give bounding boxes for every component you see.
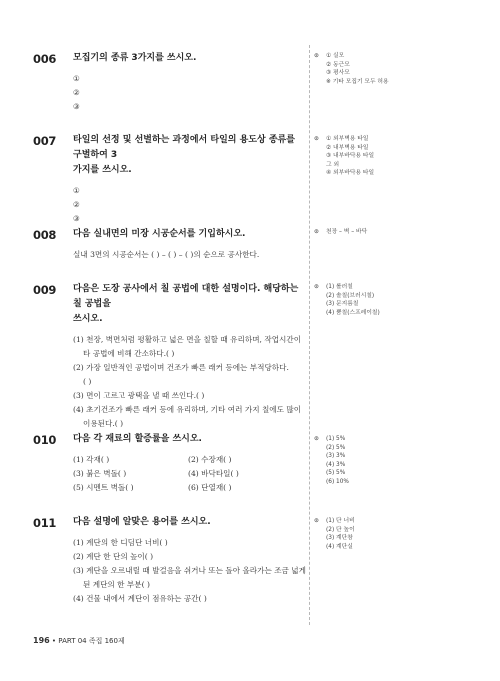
answer-key-block	[314, 135, 484, 178]
answer-key-row	[314, 169, 484, 178]
answer-line: 실내 3면의 시공순서는 ( ) – ( ) – ( )의 순으로 공사한다.	[73, 250, 260, 259]
answer-marker-icon	[314, 292, 326, 301]
answer-marker-icon	[314, 169, 326, 178]
question-title-line: 다음 설명에 알맞은 용어를 쓰시오.	[73, 517, 211, 527]
answer-key-text: ② 내부벽용 타일	[326, 144, 369, 151]
question-block	[33, 228, 303, 262]
answer-key-row	[314, 69, 484, 78]
question-title-line: 다음은 도장 공사에서 칠 공법에 대한 설명이다. 해당하는 칠 공법을	[73, 284, 299, 309]
question-number: 011	[33, 516, 57, 530]
question-body	[73, 453, 303, 495]
answer-key-text: ※ 기타 모집기 모두 허용	[326, 78, 389, 85]
answer-marker-icon: ⊙	[314, 284, 319, 290]
answer-key-row	[314, 228, 484, 237]
answer-marker-icon	[314, 300, 326, 309]
answer-line: (4) 건물 내에서 계단이 점유하는 공간( )	[73, 594, 207, 603]
footer-separator: •	[49, 637, 59, 645]
question-body	[73, 184, 303, 226]
question-title	[73, 282, 303, 327]
answer-line: (4) 초기건조가 빠른 래커 등에 유리하며, 기타 여러 가지 칠에도 많이	[73, 405, 302, 414]
answer-key-row	[314, 135, 484, 144]
answer-marker-icon	[314, 526, 326, 535]
answer-key-row	[314, 52, 484, 61]
answer-key-text: ① 실모	[326, 53, 345, 59]
answer-key-row	[314, 444, 484, 453]
answer-line: ③	[73, 214, 80, 223]
answer-key-text: (3) 계단참	[326, 535, 353, 541]
answer-marker-icon	[314, 144, 326, 153]
answer-key-text: (4) 계단실	[326, 543, 353, 550]
answer-key-row	[314, 161, 484, 170]
question-header	[33, 134, 303, 178]
answer-key-text: (1) 단 너비	[326, 518, 355, 524]
question-header	[33, 283, 303, 327]
answer-key-row	[314, 283, 484, 292]
answer-line: (1) 천장, 벽면처럼 평활하고 넓은 면을 칠할 때 유리하며, 작업시간이	[73, 335, 302, 344]
answer-marker-icon	[314, 478, 326, 487]
question-title	[73, 432, 202, 447]
answer-key-text: ① 외부벽용 타일	[326, 136, 369, 142]
question-header	[33, 52, 303, 66]
answer-key-text: (4) 뿜칠(스프레이칠)	[326, 309, 380, 316]
question-header	[33, 228, 303, 242]
answer-key-row	[314, 543, 484, 552]
answer-line: (3) 붉은 벽돌( )	[73, 469, 127, 478]
question-number: 007	[33, 134, 57, 148]
answer-row	[73, 481, 303, 495]
question-title-line: 다음 실내면의 미장 시공순서를 기입하시오.	[73, 229, 246, 239]
answer-marker-icon	[314, 469, 326, 478]
question-number: 010	[33, 433, 57, 447]
answer-key-row	[314, 152, 484, 161]
answer-marker-icon	[314, 69, 326, 78]
answer-key-block	[314, 52, 484, 86]
answer-marker-icon	[314, 461, 326, 470]
question-title-line: 모집기의 종류 3가지를 쓰시오.	[73, 53, 197, 63]
question-body	[73, 248, 303, 262]
answer-line: (1) 계단의 한 디딤단 너비( )	[73, 538, 168, 547]
question-title	[73, 133, 303, 178]
question-header	[33, 433, 303, 447]
answer-line: ①	[73, 74, 80, 83]
question-body	[73, 333, 303, 431]
answer-row	[73, 453, 303, 467]
answer-key-text: (1) 롤러칠	[326, 284, 353, 290]
question-block	[33, 52, 303, 114]
answer-marker-icon	[314, 78, 326, 87]
answer-line: (4) 바닥타일( )	[188, 469, 239, 478]
question-body	[73, 536, 306, 606]
answer-marker-icon	[314, 61, 326, 70]
answer-key-block	[314, 517, 484, 551]
answer-line: 이용된다.( )	[83, 419, 124, 428]
answer-key-text: 그 외	[326, 161, 340, 168]
footer-part: PART 04 족집 160제	[58, 637, 125, 645]
answer-key-row	[314, 517, 484, 526]
answer-key-text: (2) 단 높이	[326, 526, 355, 533]
answer-key-text: ③ 내부바닥용 타일	[326, 153, 375, 159]
question-title	[73, 51, 196, 66]
question-block	[33, 283, 303, 431]
answer-key-text: ④ 외부바닥용 타일	[326, 170, 375, 176]
answer-line: ( )	[83, 377, 92, 386]
answer-key-text: ③ 평사모	[326, 70, 350, 76]
answer-key-row	[314, 461, 484, 470]
answer-key-block	[314, 283, 484, 317]
answer-row	[73, 467, 303, 481]
question-body	[73, 72, 303, 114]
question-header	[33, 516, 303, 530]
question-block	[33, 516, 306, 606]
answer-key-row	[314, 534, 484, 543]
answer-line: (2) 계단 한 단의 높이( )	[73, 552, 154, 561]
answer-marker-icon	[314, 543, 326, 552]
question-title-line: 가지를 쓰시오.	[73, 165, 132, 175]
answer-line: (5) 시멘트 벽돌( )	[73, 483, 134, 492]
answer-marker-icon	[314, 152, 326, 161]
answer-line: 된 계단의 한 부분( )	[83, 580, 150, 589]
answer-key-row	[314, 469, 484, 478]
question-number: 006	[33, 52, 57, 66]
answer-line: ②	[73, 200, 80, 209]
answer-key-row	[314, 309, 484, 318]
answer-line: (1) 각재( )	[73, 455, 110, 464]
answer-marker-icon	[314, 309, 326, 318]
question-block	[33, 134, 303, 226]
answer-line: (2) 가장 일반적인 공법이며 건조가 빠른 래커 등에는 부적당하다.	[73, 363, 289, 372]
column-divider	[309, 45, 310, 625]
answer-marker-icon	[314, 444, 326, 453]
answer-key-row	[314, 435, 484, 444]
answer-line: ②	[73, 88, 80, 97]
answer-marker-icon: ⊙	[314, 229, 319, 235]
answer-key-row	[314, 478, 484, 487]
answer-key-row	[314, 300, 484, 309]
answer-marker-icon	[314, 452, 326, 461]
question-title-line: 쓰시오.	[73, 314, 103, 324]
answer-key-text: 천장 – 벽 – 바닥	[326, 229, 368, 235]
answer-line: (3) 계단을 오르내릴 때 발걸음을 쉬거나 또는 돌아 올라가는 조금 넓게	[73, 566, 306, 575]
answer-line: 타 공법에 비해 간소하다.( )	[83, 349, 175, 358]
answer-line: (2) 수장재( )	[188, 455, 232, 464]
answer-key-row	[314, 61, 484, 70]
answer-key-row	[314, 526, 484, 535]
answer-key-row	[314, 452, 484, 461]
answer-marker-icon: ⊙	[314, 53, 319, 59]
answer-key-block	[314, 435, 484, 486]
question-title-line: 다음 각 재료의 할증률을 쓰시오.	[73, 434, 202, 444]
answer-marker-icon: ⊙	[314, 436, 319, 442]
answer-line: (6) 단열재( )	[188, 483, 232, 492]
answer-line: ③	[73, 102, 80, 111]
answer-marker-icon: ⊙	[314, 518, 319, 524]
answer-key-text: (3) 3%	[326, 453, 346, 459]
answer-key-text: (1) 5%	[326, 436, 346, 442]
answer-key-text: ② 동근모	[326, 61, 350, 68]
answer-marker-icon	[314, 534, 326, 543]
answer-key-text: (2) 솔칠(브러시칠)	[326, 292, 375, 299]
answer-key-row	[314, 144, 484, 153]
answer-key-row	[314, 78, 484, 87]
answer-line: (3) 면이 고르고 광택을 낼 때 쓰인다.( )	[73, 391, 205, 400]
question-title	[73, 515, 211, 530]
question-number: 008	[33, 228, 57, 242]
answer-key-text: (6) 10%	[326, 478, 349, 485]
answer-marker-icon	[314, 161, 326, 170]
question-number: 009	[33, 283, 57, 297]
page-number: 196	[33, 636, 50, 645]
question-block	[33, 433, 303, 495]
page-footer	[33, 636, 125, 646]
question-title	[73, 227, 245, 242]
answer-marker-icon: ⊙	[314, 136, 319, 142]
answer-key-text: (4) 3%	[326, 461, 346, 468]
answer-key-text: (2) 5%	[326, 444, 346, 451]
question-title-line: 타일의 선정 및 선별하는 과정에서 타일의 용도상 종류를 구별하여 3	[73, 135, 295, 160]
answer-key-text: (5) 5%	[326, 470, 346, 476]
answer-key-block	[314, 228, 484, 237]
answer-key-text: (3) 문지름칠	[326, 301, 359, 307]
answer-line: ①	[73, 186, 80, 195]
answer-key-row	[314, 292, 484, 301]
